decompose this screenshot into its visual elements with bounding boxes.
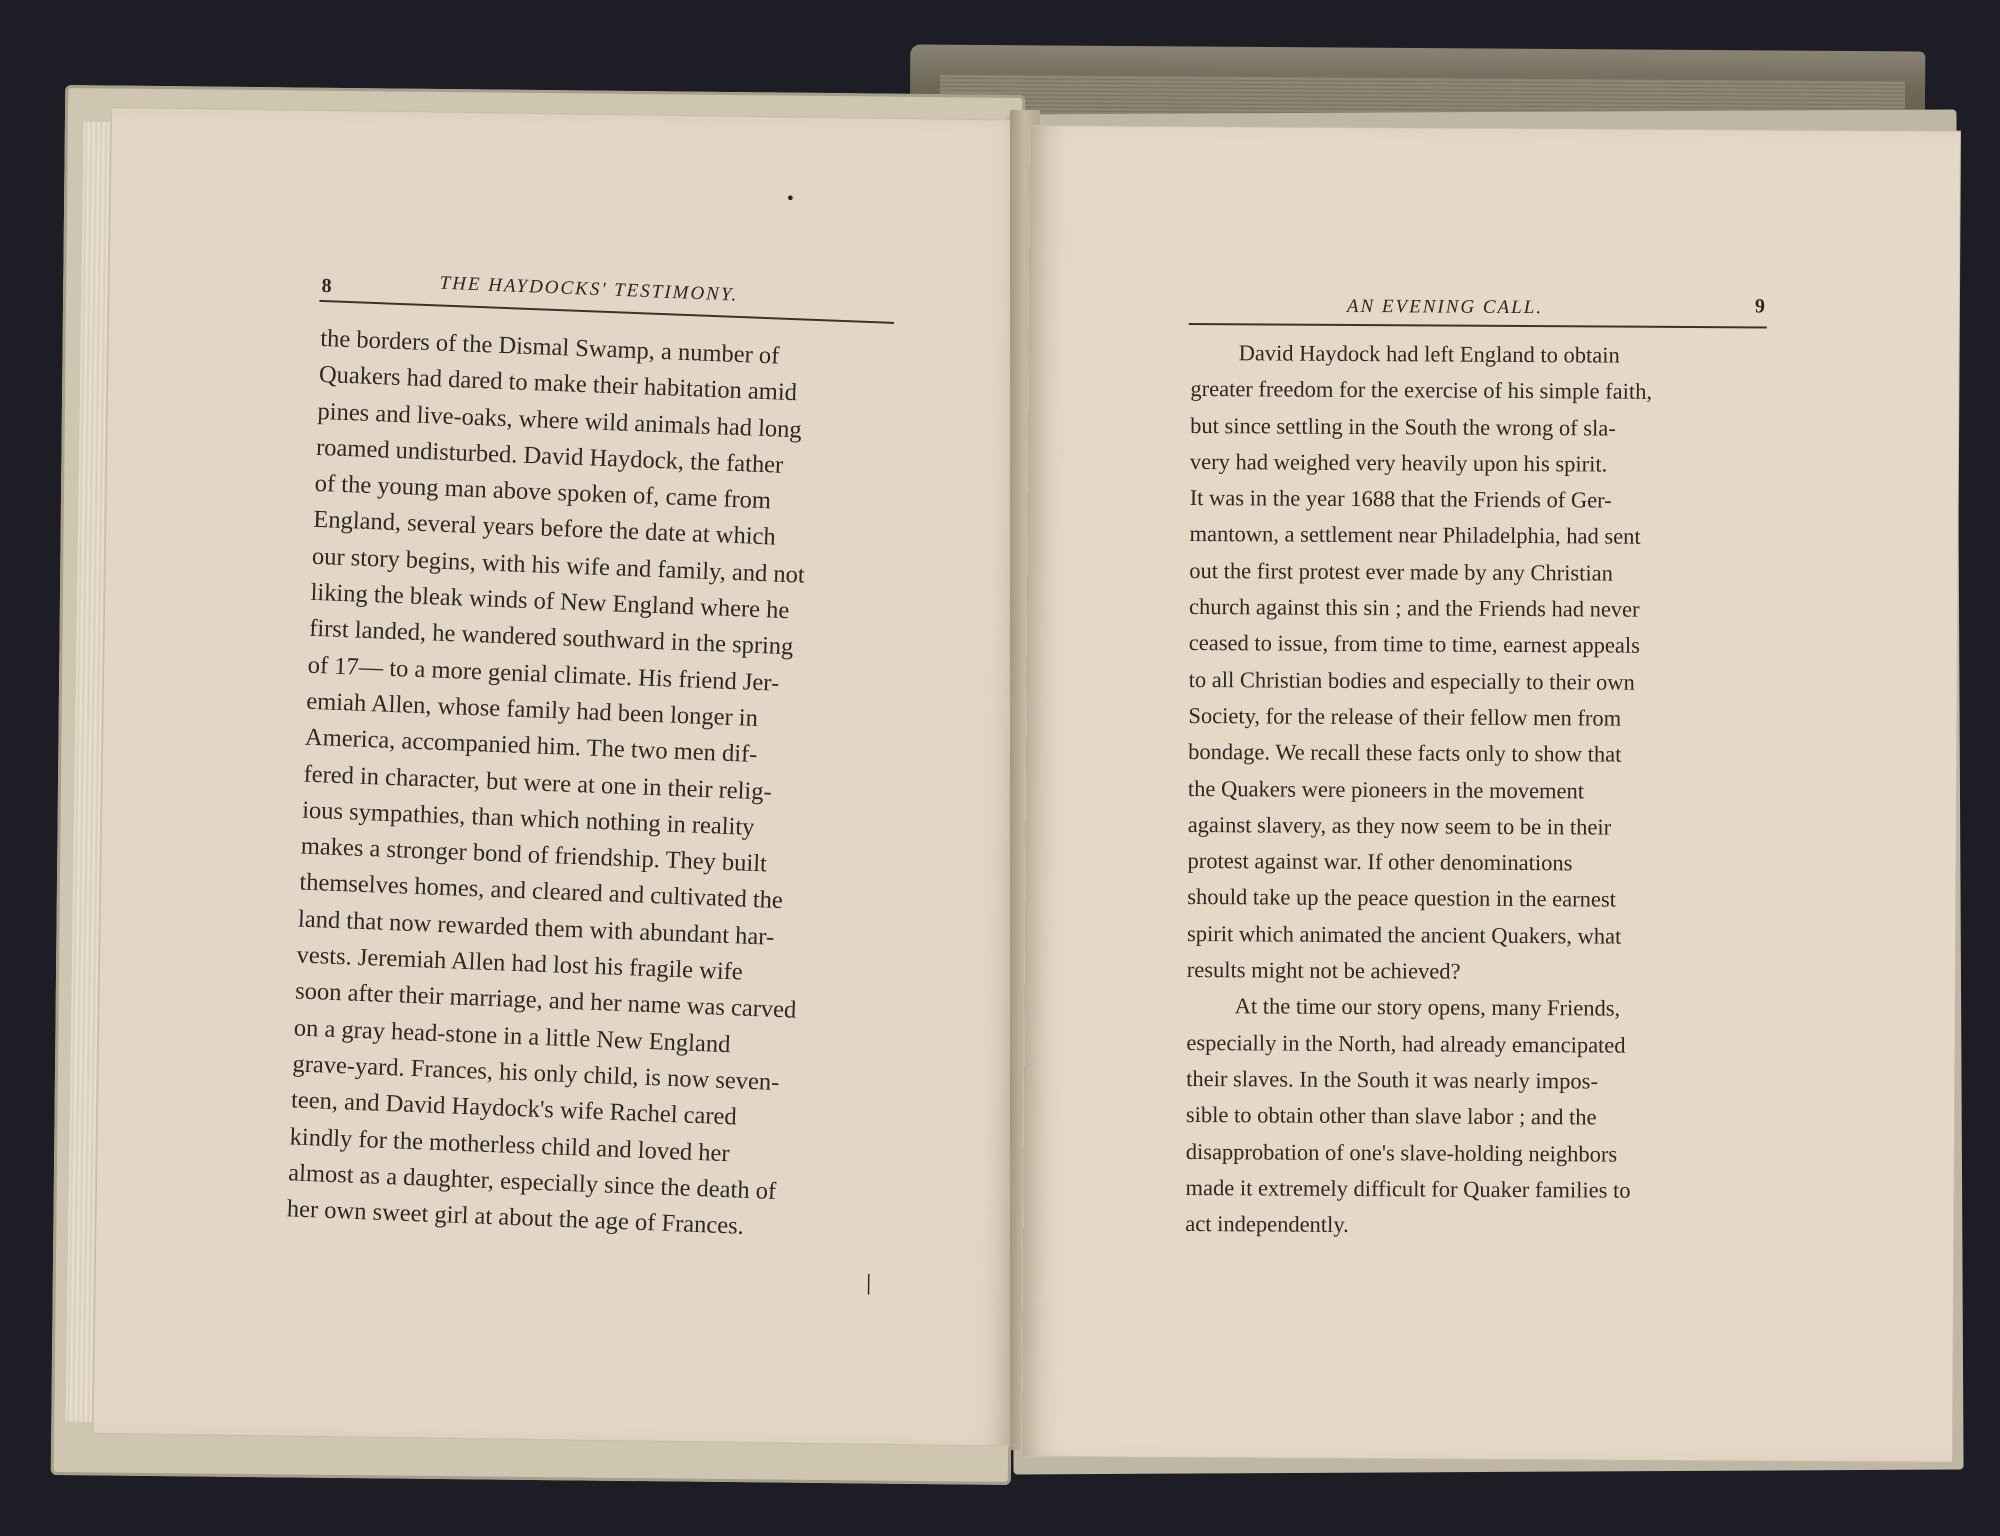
text-line: greater freedom for the exercise of his simple faith, — [1190, 376, 1653, 405]
running-head-left: THE HAYDOCKS' TESTIMONY. — [439, 272, 739, 306]
right-page — [1022, 126, 1960, 1462]
text-line: America, accompanied him. The two men dif- — [304, 723, 758, 769]
text-line: should take up the peace question in the earnest — [1187, 884, 1616, 913]
text-line: act independently. — [1185, 1211, 1349, 1238]
text-line: especially in the North, had already emancipated — [1186, 1029, 1626, 1058]
text-line: liking the bleak winds of New England where he — [310, 578, 790, 625]
text-line: England, several years before the date at which — [312, 506, 777, 552]
text-line: our story begins, with his wife and family, and not — [311, 542, 806, 589]
text-line: first landed, he wandered southward in the spring — [308, 615, 794, 661]
text-line: very had weighed very heavily upon his spirit. — [1189, 448, 1608, 477]
text-line: grave-yard. Frances, his only child, is now seven- — [291, 1050, 780, 1097]
text-line: out the first protest ever made by any Christian — [1189, 557, 1614, 586]
text-line: emiah Allen, whose family had been longer in — [305, 687, 759, 732]
text-line: soon after their marriage, and her name was carved — [294, 977, 797, 1025]
left-page-body — [286, 321, 910, 1250]
header-rule-left — [319, 300, 894, 324]
text-line: land that now rewarded them with abundant har- — [297, 905, 775, 951]
left-page — [94, 108, 1032, 1446]
page-number-left: 8 — [321, 274, 332, 298]
text-line: almost as a daughter, especially since the death of — [287, 1159, 777, 1205]
text-line: church against this sin ; and the Friends had never — [1188, 594, 1640, 622]
running-head-right: AN EVENING CALL. — [1346, 295, 1544, 319]
text-line: made it extremely difficult for Quaker families to — [1185, 1174, 1631, 1203]
text-line: results might not be achieved? — [1186, 957, 1461, 984]
text-line: her own sweet girl at about the age of Frances. — [286, 1195, 745, 1240]
text-line: the Quakers were pioneers in the movement — [1187, 775, 1585, 803]
text-line: on a gray head-stone in a little New England — [293, 1014, 731, 1058]
text-line: of the young man above spoken of, came from — [314, 470, 772, 515]
text-line: roamed undisturbed. David Haydock, the father — [315, 433, 784, 479]
text-line: sible to obtain other than slave labor ; and the — [1185, 1102, 1597, 1130]
ink-speck: • — [786, 187, 794, 210]
text-line: teen, and David Haydock's wife Rachel cared — [290, 1086, 738, 1131]
text-line: disapprobation of one's slave-holding neighbors — [1185, 1138, 1618, 1167]
text-line: against slavery, as they now seem to be in their — [1187, 811, 1612, 840]
text-line: David Haydock had left England to obtain — [1238, 340, 1620, 368]
text-line: At the time our story opens, many Friends, — [1234, 993, 1621, 1021]
text-line: of 17— to a more genial climate. His friend Jer- — [307, 651, 780, 697]
text-line: but since settling in the South the wrong of sla- — [1190, 412, 1616, 441]
text-line: their slaves. In the South it was nearly impos- — [1186, 1065, 1599, 1094]
text-line: spirit which animated the ancient Quakers, what — [1186, 920, 1622, 949]
text-line: fered in character, but were at one in their relig- — [303, 760, 773, 806]
text-line: protest against war. If other denominations — [1187, 848, 1573, 876]
text-line: Society, for the release of their fellow men from — [1188, 702, 1622, 731]
text-line: Quakers had dared to make their habitation amid — [318, 361, 798, 407]
text-line: bondage. We recall these facts only to show that — [1188, 739, 1622, 767]
ink-mark: ǀ — [865, 1268, 872, 1302]
text-line: kindly for the motherless child and loved her — [289, 1122, 731, 1167]
text-line: themselves homes, and cleared and cultivated the — [298, 868, 784, 915]
page-number-right: 9 — [1754, 295, 1765, 318]
text-line: It was in the year 1688 that the Friends of Ger- — [1189, 485, 1612, 513]
text-line: mantown, a settlement near Philadelphia, had sent — [1189, 521, 1641, 550]
text-line: ceased to issue, from time to time, earnest appeals — [1188, 630, 1641, 659]
text-line: ious sympathies, than which nothing in reality — [301, 796, 755, 841]
text-line: makes a stronger bond of friendship. They built — [300, 832, 768, 878]
text-line: vests. Jeremiah Allen had lost his fragile wife — [296, 941, 744, 986]
right-page-body — [1185, 335, 1781, 1246]
text-line: pines and live-oaks, where wild animals had long — [317, 397, 803, 444]
text-line: to all Christian bodies and especially to their own — [1188, 666, 1635, 695]
header-rule-right — [1189, 323, 1767, 329]
text-line: the borders of the Dismal Swamp, a number of — [319, 324, 780, 370]
